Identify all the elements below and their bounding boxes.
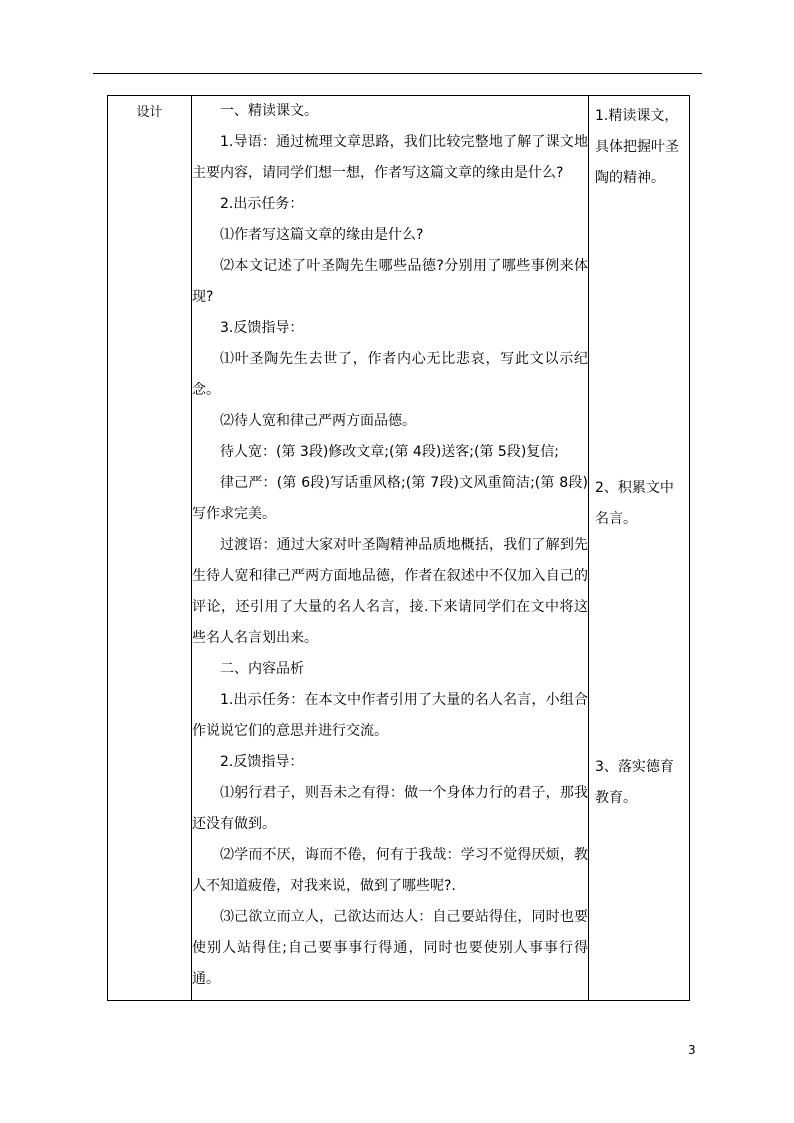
paragraph: ⑴躬行君子，则吾未之有得：做一个身体力行的君子，那我还没有做到。 [192, 785, 588, 832]
header-rule [93, 73, 702, 74]
paragraph: ⑵待人宽和律己严两方面品德。 [220, 413, 416, 429]
note-item: 3、落实德育教育。 [595, 759, 674, 806]
page-number: 3 [688, 1043, 696, 1057]
paragraph: ⑵学而不厌，诲而不倦，何有于我哉：学习不觉得厌烦，教人不知道疲倦，对我来说，做到了哪些呢?. [192, 847, 588, 894]
paragraph: ⑵本文记述了叶圣陶先生哪些品德?分别用了哪些事例来体现? [192, 258, 588, 305]
note-item: 2、积累文中名言。 [595, 480, 674, 527]
paragraph: 过渡语：通过大家对叶圣陶精神品质地概括，我们了解到先生待人宽和律己严两方面地品德，作者在叙述中不仅加入自己的评论，还引用了大量的名人名言，接.下来请同学们在文中将这些名人名言划出来。 [192, 537, 588, 646]
row-label: 设计 [136, 105, 163, 120]
paragraph: 1.出示任务：在本文中作者引用了大量的名人名言，小组合作说说它们的意思并进行交流。 [192, 692, 588, 739]
paragraph: 2.出示任务： [220, 196, 304, 212]
paragraph: 律己严：(第 6段)写话重风格;(第 7段)文风重简洁;(第 8段)写作求完美。 [192, 475, 588, 522]
lesson-design-table [107, 95, 690, 1001]
paragraph: ⑴作者写这篇文章的缘由是什么? [220, 227, 424, 243]
table-row [108, 96, 690, 1001]
paragraph: 2.反馈指导： [220, 754, 304, 770]
note-item: 1.精读课文，具体把握叶圣陶的精神。 [595, 108, 679, 186]
paragraph: ⑶己欲立而立人，己欲达而达人：自己要站得住，同时也要使别人站得住;自己要事事行得通，同时也要使别人事事行得通。 [192, 909, 588, 987]
paragraph: 1.导语：通过梳理文章思路，我们比较完整地了解了课文地主要内容，请同学们想一想，作者写这篇文章的缘由是什么? [192, 134, 588, 181]
content-cell [192, 96, 589, 1001]
label-cell [108, 96, 192, 1001]
section-heading: 二、内容品析 [220, 661, 304, 677]
notes-cell [589, 96, 690, 1001]
paragraph: 3.反馈指导： [220, 320, 304, 336]
section-heading: 一、精读课文。 [220, 103, 318, 119]
paragraph: 待人宽：(第 3段)修改文章;(第 4段)送客;(第 5段)复信; [220, 444, 559, 460]
paragraph: ⑴叶圣陶先生去世了，作者内心无比悲哀，写此文以示纪念。 [192, 351, 588, 398]
